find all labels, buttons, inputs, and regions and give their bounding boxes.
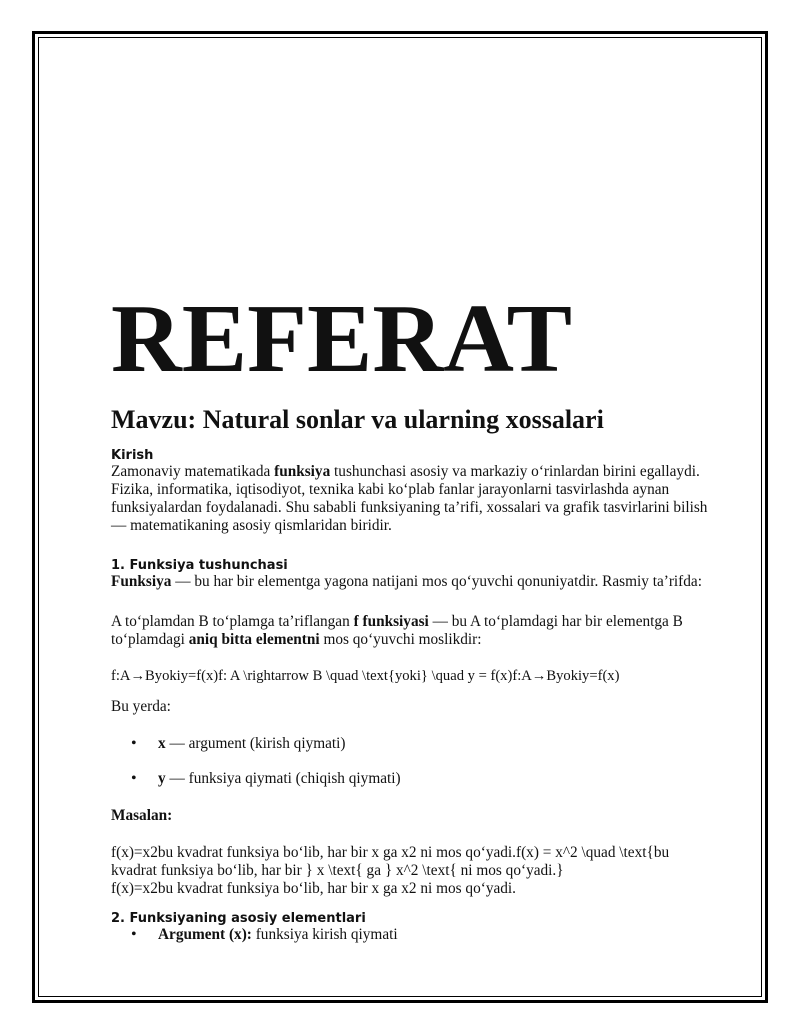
- example-heading: Masalan:: [111, 807, 173, 824]
- intro-heading: Kirish: [111, 448, 154, 463]
- intro-text-post: tushunchasi asosiy va markaziy o‘rinlardan birini egallaydi. Fizika, informatika, iqtisodiyot, texnika kabi ko‘plab fanlar jarayonlarni tasvirlashda aynan funksiyalardan foydalanadi. Shu sababli funksiyaning ta’rifi, xossalari va grafik tasvirlarini bilish — matematikaning asosiy qismlaridan biridir.: [111, 463, 708, 534]
- example-heading-line: [111, 807, 721, 825]
- intro-text-bold: funksiya: [274, 463, 331, 480]
- intro-section: [111, 448, 721, 535]
- example-heading-wrap: [111, 807, 721, 825]
- formal-definition: [111, 613, 711, 649]
- intro-paragraph: [111, 463, 717, 535]
- list-item-text: funksiya kirish qiymati: [251, 926, 398, 943]
- example-text-2: f(x)=x2bu kvadrat funksiya bo‘lib, har bir x ga x2 ni mos qo‘yadi.: [111, 880, 516, 897]
- list-item: [111, 735, 721, 753]
- list-item: [111, 926, 721, 944]
- list-item-term: Argument (x):: [158, 926, 252, 943]
- example-block: [111, 844, 721, 898]
- elements-list: [111, 926, 721, 944]
- list-item: [111, 770, 721, 788]
- section1-bullets: [111, 735, 721, 788]
- formal-def-post: mos qo‘yuvchi moslikdir:: [319, 631, 482, 648]
- bu-yerda-line: [111, 698, 721, 716]
- bu-yerda-text: Bu yerda:: [111, 698, 171, 715]
- section2: [111, 911, 721, 944]
- formal-def-mid: — bu A to‘plamdagi har bir elementga B to‘plamdagi: [111, 613, 683, 648]
- formula-line: [111, 667, 721, 685]
- formal-def-bold2: aniq bitta elementni: [188, 631, 320, 648]
- variable-list: [111, 735, 721, 788]
- formal-def-pre: A to‘plamdan B to‘plamga ta’riflangan: [111, 613, 354, 630]
- section1-heading: 1. Funksiya tushunchasi: [111, 558, 288, 573]
- list-item-term: x: [158, 735, 166, 752]
- list-item-text: — funksiya qiymati (chiqish qiymati): [165, 770, 401, 787]
- definition-text: — bu har bir elementga yagona natijani mos qo‘yuvchi qonuniyatdir. Rasmiy ta’rifda:: [171, 573, 702, 590]
- section2-heading: 2. Funksiyaning asosiy elementlari: [111, 911, 366, 926]
- formula-text: f:A→Byokiy=f(x)f: A \rightarrow B \quad \text{yoki} \quad y = f(x)f:A→Byokiy=f(x): [111, 668, 620, 684]
- list-item-term: y: [158, 770, 166, 787]
- example-text: f(x)=x2bu kvadrat funksiya bo‘lib, har bir x ga x2 ni mos qo‘yadi.f(x) = x^2 \quad \text{bu kvadrat funksiya bo‘lib, har bir } x \text{ ga } x^2 \text{ ni mos qo‘yadi.}: [111, 844, 670, 879]
- section1-definition: [111, 573, 721, 591]
- list-item-text: — argument (kirish qiymati): [165, 735, 346, 752]
- section1: [111, 558, 721, 591]
- intro-text-pre: Zamonaviy matematikada: [111, 463, 275, 480]
- definition-term: Funksiya: [111, 573, 172, 590]
- document-subtitle: Mavzu: Natural sonlar va ularning xossalari: [111, 405, 604, 434]
- document-title: REFERAT: [111, 285, 573, 393]
- section1-paragraph2: [111, 613, 721, 649]
- formal-def-bold1: f funksiyasi: [353, 613, 429, 630]
